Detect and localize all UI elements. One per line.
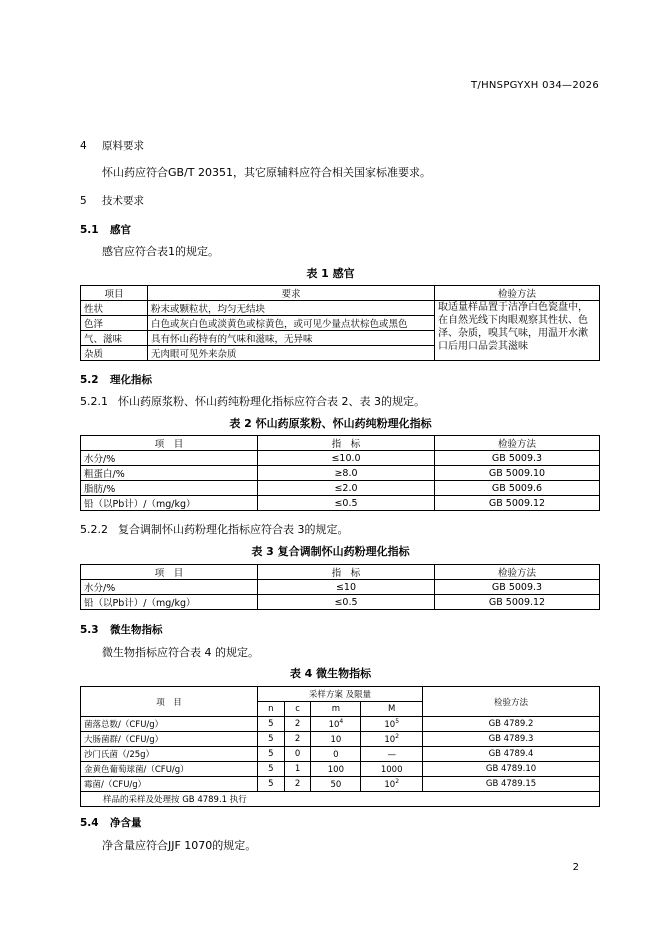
table-cell: ≥8.0 — [258, 466, 435, 481]
table-1-sensory — [80, 285, 600, 361]
table-subheader: m — [311, 702, 361, 717]
table-row — [81, 732, 600, 747]
table-header: 项 目 — [81, 687, 258, 717]
table-cell: 杂质 — [81, 346, 148, 361]
page-number: 2 — [572, 862, 579, 873]
table-cell: 1000 — [361, 762, 423, 777]
table-cell: ≤10.0 — [258, 451, 435, 466]
section-5-heading: 5 技术要求 — [80, 195, 144, 207]
table-header: 检验方法 — [435, 565, 600, 580]
section-5-4-heading: 5.4 净含量 — [80, 817, 142, 829]
table-cell: GB 5009.10 — [435, 466, 600, 481]
section-5-2-heading: 5.2 理化指标 — [80, 374, 152, 386]
table-cell: 100 — [311, 762, 361, 777]
table-header: 检验方法 — [435, 286, 600, 301]
table-cell: 水分/% — [81, 580, 258, 595]
table-row — [81, 595, 600, 610]
table-cell: 0 — [284, 747, 311, 762]
table-cell: 气、滋味 — [81, 331, 148, 346]
section-5-1-heading: 5.1 感官 — [80, 224, 131, 236]
section-5-1-text: 感官应符合表1的规定。 — [102, 245, 219, 258]
section-5-2-2-text: 5.2.2 复合调制怀山药粉理化指标应符合表 3的规定。 — [80, 523, 349, 536]
table-cell: GB 4789.2 — [423, 717, 600, 732]
table-cell: 沙门氏菌（/25g） — [81, 747, 258, 762]
section-4-text: 怀山药应符合GB/T 20351，其它原辅料应符合相关国家标准要求。 — [102, 166, 431, 179]
table-4-note: 样品的采样及处理按 GB 4789.1 执行 — [81, 792, 600, 807]
table-cell: 铅（以Pb计）/（mg/kg） — [81, 595, 258, 610]
table-row — [81, 481, 600, 496]
table-cell: 菌落总数/（CFU/g） — [81, 717, 258, 732]
table-cell: 10 — [311, 732, 361, 747]
table-row — [81, 451, 600, 466]
table-header: 采样方案 及限量 — [258, 687, 423, 702]
table-cell: GB 5009.3 — [435, 580, 600, 595]
table-header: 项 目 — [81, 565, 258, 580]
table-cell: 2 — [284, 717, 311, 732]
standard-number: T/HNSPGYXH 034—2026 — [471, 80, 599, 91]
table-row — [81, 580, 600, 595]
table-cell: GB 4789.3 — [423, 732, 600, 747]
table-header: 指 标 — [258, 565, 435, 580]
table-subheader: c — [284, 702, 311, 717]
table-cell: 2 — [284, 732, 311, 747]
table-row — [81, 762, 600, 777]
table-3-caption: 表 3 复合调制怀山药粉理化指标 — [251, 545, 410, 558]
table-cell: GB 5009.6 — [435, 481, 600, 496]
table-4-microbial — [80, 686, 600, 807]
table-cell: $10^4$ — [311, 717, 361, 732]
table-3-physchem — [80, 564, 600, 610]
table-cell: $10^5$ — [361, 717, 423, 732]
table-header: 项 目 — [81, 436, 258, 451]
table-cell: 水分/% — [81, 451, 258, 466]
table-cell: — — [361, 747, 423, 762]
table-cell: GB 5009.12 — [435, 595, 600, 610]
table-cell: 5 — [258, 732, 285, 747]
table-row — [81, 466, 600, 481]
section-5-4-text: 净含量应符合JJF 1070的规定。 — [102, 839, 257, 852]
table-cell: 5 — [258, 747, 285, 762]
table-row — [81, 747, 600, 762]
table-header: 项目 — [81, 286, 148, 301]
table-cell: 50 — [311, 777, 361, 792]
table-cell: 色泽 — [81, 316, 148, 331]
table-cell: 5 — [258, 777, 285, 792]
table-cell: 粉末或颗粒状，均匀无结块 — [148, 301, 435, 316]
table-subheader: n — [258, 702, 285, 717]
table-2-caption: 表 2 怀山药原浆粉、怀山药纯粉理化指标 — [229, 417, 432, 430]
table-cell: 具有怀山药特有的气味和滋味，无异味 — [148, 331, 435, 346]
table-cell: GB 4789.15 — [423, 777, 600, 792]
table-cell: 2 — [284, 777, 311, 792]
section-5-3-text: 微生物指标应符合表 4 的规定。 — [102, 646, 259, 659]
section-5-2-1-text: 5.2.1 怀山药原浆粉、怀山药纯粉理化指标应符合表 2、表 3的规定。 — [80, 395, 425, 408]
table-4-caption: 表 4 微生物指标 — [289, 667, 372, 680]
table-cell: ≤0.5 — [258, 595, 435, 610]
table-cell: 铅（以Pb计）/（mg/kg） — [81, 496, 258, 511]
table-1-method: 取适量样品置于洁净白色瓷盘中，在自然光线下肉眼观察其性状、色泽、杂质，嗅其气味，用温开水漱口后用口品尝其滋味 — [435, 301, 600, 361]
table-cell: 白色或灰白色或淡黄色或棕黄色，或可见少量点状棕色或黑色 — [148, 316, 435, 331]
table-row — [81, 777, 600, 792]
section-4-heading: 4 原料要求 — [80, 140, 144, 152]
table-header: 检验方法 — [423, 687, 600, 717]
table-row — [81, 717, 600, 732]
table-cell: 金黄色葡萄球菌/（CFU/g） — [81, 762, 258, 777]
table-cell: ≤0.5 — [258, 496, 435, 511]
table-2-physchem — [80, 435, 600, 511]
table-cell: $10^2$ — [361, 777, 423, 792]
table-header: 检验方法 — [435, 436, 600, 451]
table-cell: 0 — [311, 747, 361, 762]
table-cell: 大肠菌群/（CFU/g） — [81, 732, 258, 747]
table-cell: 霉菌/（CFU/g） — [81, 777, 258, 792]
section-5-3-heading: 5.3 微生物指标 — [80, 624, 163, 636]
table-cell: 1 — [284, 762, 311, 777]
table-cell: GB 4789.4 — [423, 747, 600, 762]
table-1-caption: 表 1 感官 — [306, 267, 355, 280]
table-cell: 无肉眼可见外来杂质 — [148, 346, 435, 361]
table-cell: $10^2$ — [361, 732, 423, 747]
table-cell: 粗蛋白/% — [81, 466, 258, 481]
table-row — [81, 496, 600, 511]
table-subheader: M — [361, 702, 423, 717]
table-header: 要求 — [148, 286, 435, 301]
table-cell: ≤2.0 — [258, 481, 435, 496]
table-cell: GB 4789.10 — [423, 762, 600, 777]
table-cell: 性状 — [81, 301, 148, 316]
table-cell: 5 — [258, 717, 285, 732]
table-header: 指 标 — [258, 436, 435, 451]
table-cell: ≤10 — [258, 580, 435, 595]
table-cell: GB 5009.3 — [435, 451, 600, 466]
table-cell: 5 — [258, 762, 285, 777]
table-cell: 脂肪/% — [81, 481, 258, 496]
table-cell: GB 5009.12 — [435, 496, 600, 511]
